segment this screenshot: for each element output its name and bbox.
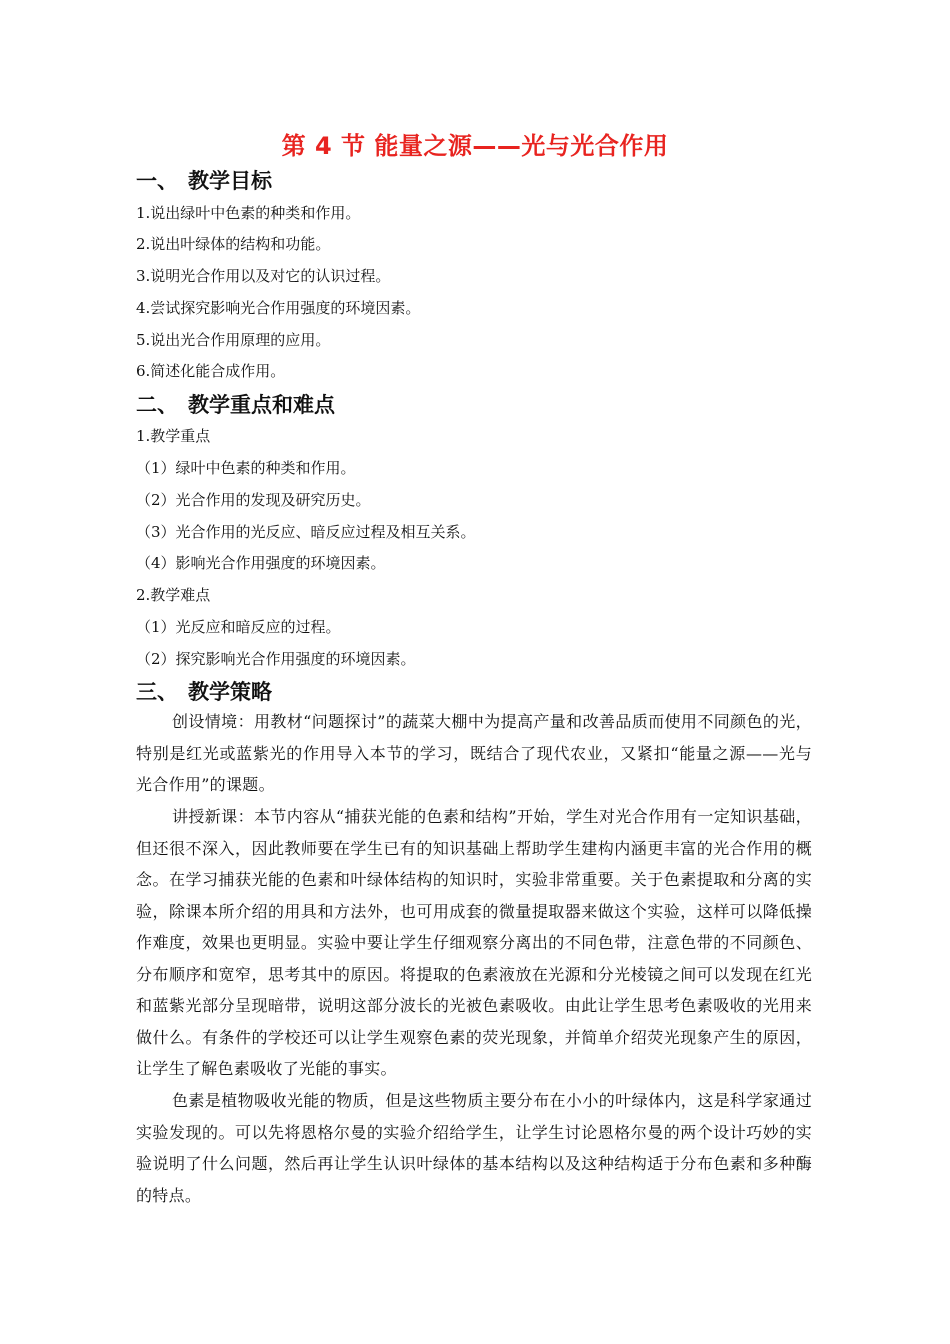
list-item: 1.教学重点 bbox=[136, 427, 211, 445]
section-title: 教学策略 bbox=[188, 680, 272, 704]
list-item: 6.简述化能合成作用。 bbox=[136, 362, 286, 380]
section-number: 二、 bbox=[136, 393, 178, 417]
section-heading-objectives bbox=[136, 165, 272, 195]
list-item: （2）探究影响光合作用强度的环境因素。 bbox=[136, 650, 416, 668]
list-item: 2.教学难点 bbox=[136, 586, 211, 604]
section-heading-key-points bbox=[136, 389, 335, 419]
section-heading-strategy bbox=[136, 676, 272, 706]
section-title: 教学重点和难点 bbox=[188, 393, 335, 417]
paragraph: 创设情境：用教材“问题探讨”的蔬菜大棚中为提高产量和改善品质而使用不同颜色的光，特别是红光或蓝紫光的作用导入本节的学习，既结合了现代农业，又紧扣“能量之源——光与光合作用”的课题。 bbox=[136, 712, 812, 794]
list-item: （4）影响光合作用强度的环境因素。 bbox=[136, 554, 386, 572]
list-item: （2）光合作用的发现及研究历史。 bbox=[136, 491, 371, 509]
paragraph: 讲授新课：本节内容从“捕获光能的色素和结构”开始，学生对光合作用有一定知识基础，但还很不深入，因此教师要在学生已有的知识基础上帮助学生建构内涵更丰富的光合作用的概念。在学习捕获光能的色素和叶绿体结构的知识时，实验非常重要。关于色素提取和分离的实验，除课本所介绍的用具和方法外，也可用成套的微量提取器来做这个实验，这样可以降低操作难度，效果也更明显。实验中要让学生仔细观察分离出的不同色带，注意色带的不同颜色、分布顺序和宽窄，思考其中的原因。将提取的色素液放在光源和分光棱镜之间可以发现在红光和蓝紫光部分呈现暗带，说明这部分波长的光被色素吸收。由此让学生思考色素吸收的光用来做什么。有条件的学校还可以让学生观察色素的荧光现象，并简单介绍荧光现象产生的原因，让学生了解色素吸收了光能的事实。 bbox=[136, 807, 812, 1078]
section-number: 一、 bbox=[136, 169, 178, 193]
page-title: 第 4 节 能量之源——光与光合作用 bbox=[281, 132, 669, 160]
list-item: 1.说出绿叶中色素的种类和作用。 bbox=[136, 204, 361, 222]
list-item: 5.说出光合作用原理的应用。 bbox=[136, 331, 331, 349]
list-item: 2.说出叶绿体的结构和功能。 bbox=[136, 235, 331, 253]
list-item: （1）光反应和暗反应的过程。 bbox=[136, 618, 341, 636]
list-item: （3）光合作用的光反应、暗反应过程及相互关系。 bbox=[136, 523, 476, 541]
paragraph: 色素是植物吸收光能的物质，但是这些物质主要分布在小小的叶绿体内，这是科学家通过实验发现的。可以先将恩格尔曼的实验介绍给学生，让学生讨论恩格尔曼的两个设计巧妙的实验说明了什么问题，然后再让学生认识叶绿体的基本结构以及这种结构适于分布色素和多种酶的特点。 bbox=[136, 1091, 812, 1205]
section-title: 教学目标 bbox=[188, 169, 272, 193]
section-number: 三、 bbox=[136, 680, 178, 704]
list-item: （1）绿叶中色素的种类和作用。 bbox=[136, 459, 356, 477]
list-item: 3.说明光合作用以及对它的认识过程。 bbox=[136, 267, 391, 285]
list-item: 4.尝试探究影响光合作用强度的环境因素。 bbox=[136, 299, 421, 317]
